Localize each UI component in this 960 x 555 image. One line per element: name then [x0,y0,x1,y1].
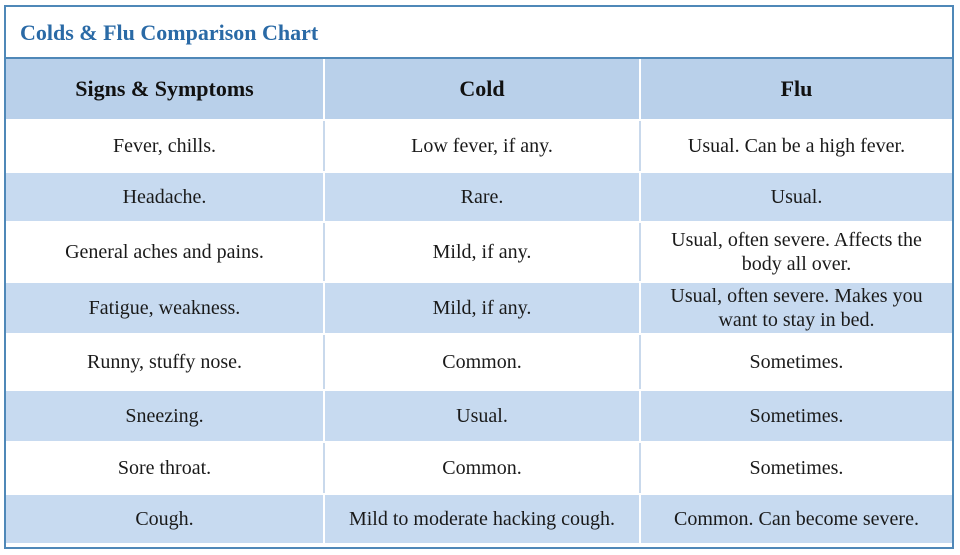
flu-cell: Usual. [640,172,952,222]
table-row [6,390,952,442]
chart-title: Colds & Flu Comparison Chart [6,7,952,59]
header-cold: Cold [324,59,640,120]
table-row [6,172,952,222]
flu-cell: Sometimes. [640,442,952,494]
cold-cell: Usual. [324,390,640,442]
table-row [6,494,952,544]
table-row [6,222,952,282]
flu-cell: Common. Can become severe. [640,494,952,544]
cold-cell: Low fever, if any. [324,120,640,172]
header-signs-symptoms: Signs & Symptoms [6,59,324,120]
symptom-cell: Cough. [6,494,324,544]
comparison-table [6,59,952,545]
flu-cell: Sometimes. [640,334,952,390]
symptom-cell: Runny, stuffy nose. [6,334,324,390]
table-row [6,442,952,494]
symptom-cell: Sneezing. [6,390,324,442]
comparison-chart [4,5,954,549]
symptom-cell: Fever, chills. [6,120,324,172]
flu-cell: Usual, often severe. Makes you want to stay in bed. [640,282,952,334]
symptom-cell: General aches and pains. [6,222,324,282]
cold-cell: Common. [324,442,640,494]
symptom-cell: Sore throat. [6,442,324,494]
flu-cell: Sometimes. [640,390,952,442]
header-flu: Flu [640,59,952,120]
table-row [6,334,952,390]
cold-cell: Common. [324,334,640,390]
cold-cell: Rare. [324,172,640,222]
cold-cell: Mild, if any. [324,282,640,334]
table-row [6,120,952,172]
symptom-cell: Fatigue, weakness. [6,282,324,334]
symptom-cell: Headache. [6,172,324,222]
table-row [6,282,952,334]
cold-cell: Mild, if any. [324,222,640,282]
header-row [6,59,952,120]
flu-cell: Usual, often severe. Affects the body all over. [640,222,952,282]
cold-cell: Mild to moderate hacking cough. [324,494,640,544]
flu-cell: Usual. Can be a high fever. [640,120,952,172]
